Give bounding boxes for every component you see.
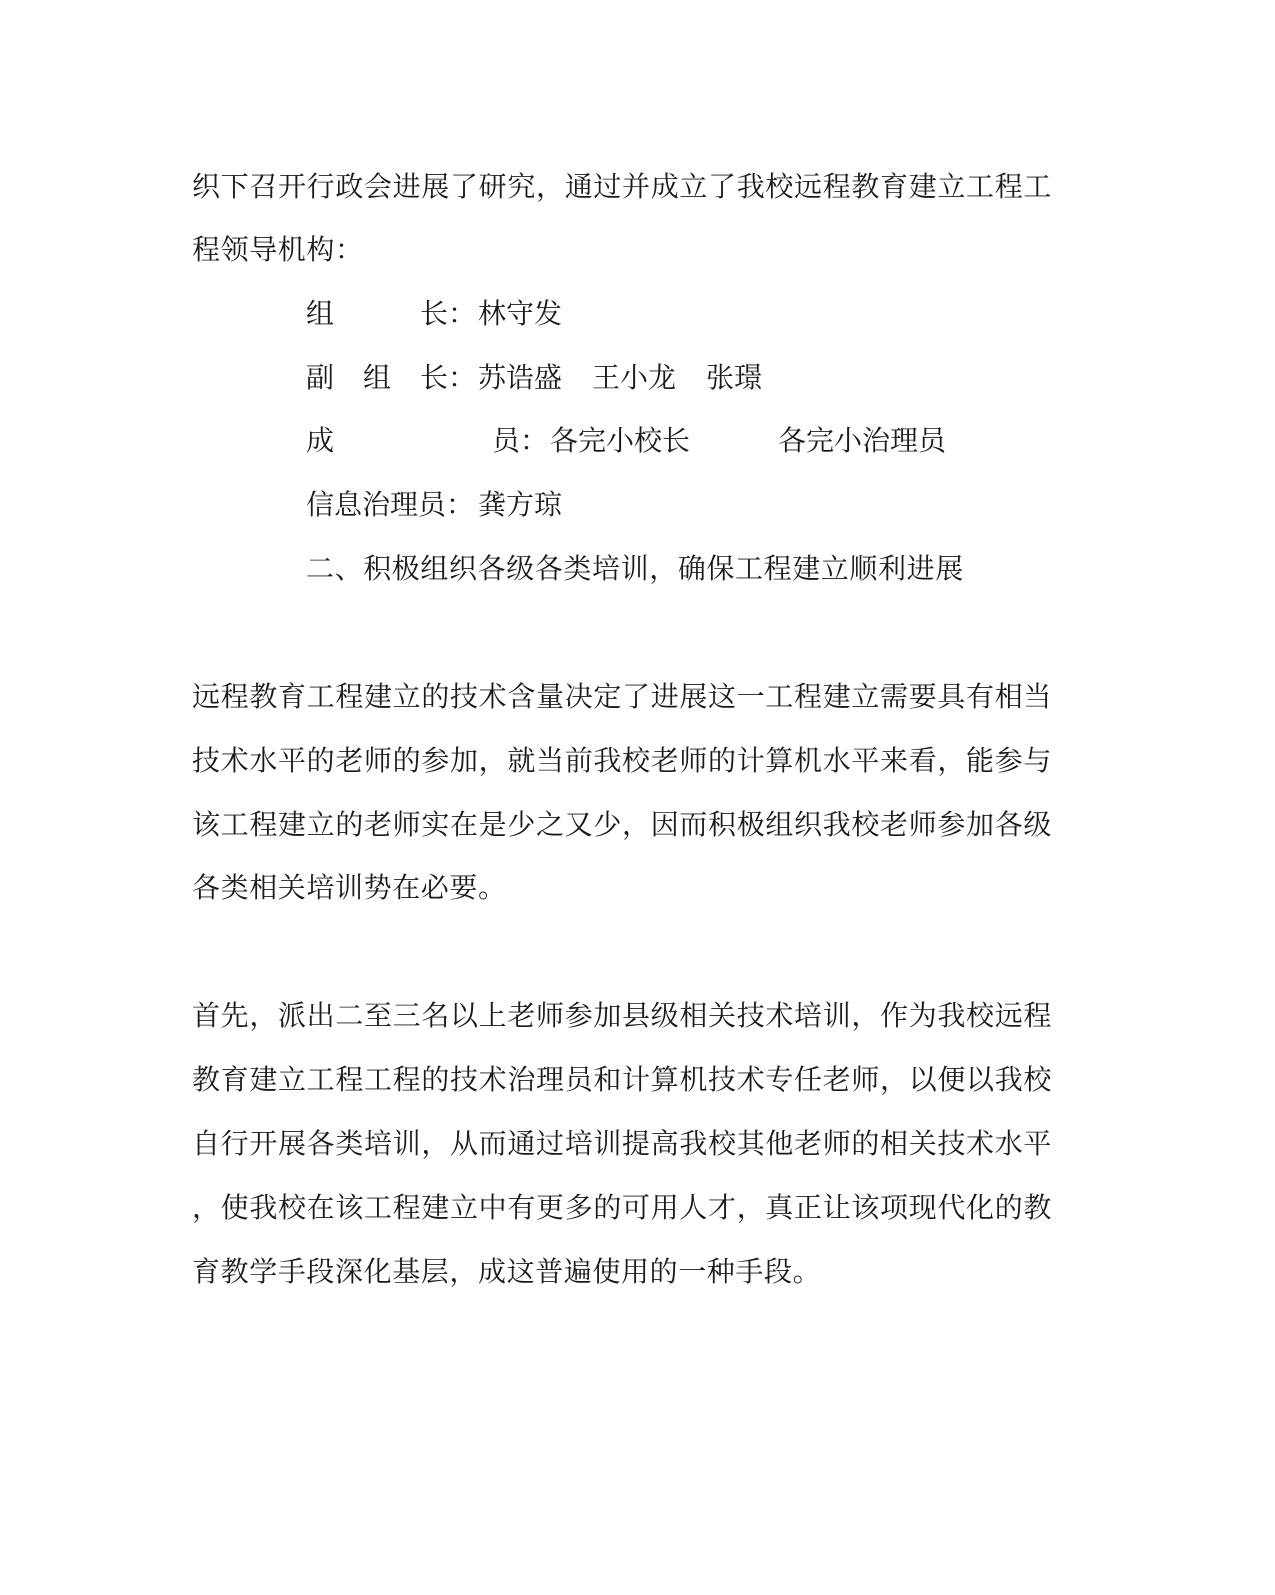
info-admin-name: 龚方琼 <box>478 488 563 521</box>
leader-role-char-1: 组 <box>306 297 335 330</box>
members-name-2: 各完小治理员 <box>778 424 947 457</box>
members-role-char-2: 员： <box>492 424 549 457</box>
deputy-role-char-1: 副 <box>306 361 335 394</box>
leader-name: 林守发 <box>478 297 563 330</box>
paragraph-3-line-1: 首先，派出二至三名以上老师参加县级相关技术培训，作为我校远程 <box>192 999 1052 1032</box>
section-heading: 二、积极组织各级各类培训，确保工程建立顺利进展 <box>306 552 964 585</box>
paragraph-2-line-3: 该工程建立的老师实在是少之又少，因而积极组织我校老师参加各级 <box>192 808 1052 841</box>
deputy-name-1: 苏诰盛 <box>478 361 563 394</box>
paragraph-3-line-2: 教育建立工程工程的技术治理员和计算机技术专任老师，以便以我校 <box>192 1063 1052 1096</box>
intro-line-2: 程领导机构： <box>192 233 364 266</box>
members-role-char-1: 成 <box>306 424 335 457</box>
members-name-1: 各完小校长 <box>550 424 691 457</box>
deputy-role-char-2: 组 <box>363 361 392 394</box>
deputy-name-2: 王小龙 <box>592 361 677 394</box>
paragraph-2-line-1: 远程教育工程建立的技术含量决定了进展这一工程建立需要具有相当 <box>192 680 1052 713</box>
paragraph-3-line-4: ，使我校在该工程建立中有更多的可用人才，真正让该项现代化的教 <box>192 1191 1052 1224</box>
paragraph-2-line-2: 技术水平的老师的参加，就当前我校老师的计算机水平来看，能参与 <box>192 744 1052 777</box>
info-admin-role: 信息治理员： <box>306 488 475 521</box>
paragraph-3-line-5: 育教学手段深化基层，成这普遍使用的一种手段。 <box>192 1255 822 1288</box>
intro-line-1: 织下召开行政会进展了研究，通过并成立了我校远程教育建立工程工 <box>192 170 1052 203</box>
paragraph-3-line-3: 自行开展各类培训，从而通过培训提高我校其他老师的相关技术水平 <box>192 1127 1052 1160</box>
deputy-role-char-3: 长： <box>420 361 477 394</box>
paragraph-2-line-4: 各类相关培训势在必要。 <box>192 871 507 904</box>
leader-role-char-2: 长： <box>420 297 477 330</box>
deputy-name-3: 张璟 <box>706 361 763 394</box>
